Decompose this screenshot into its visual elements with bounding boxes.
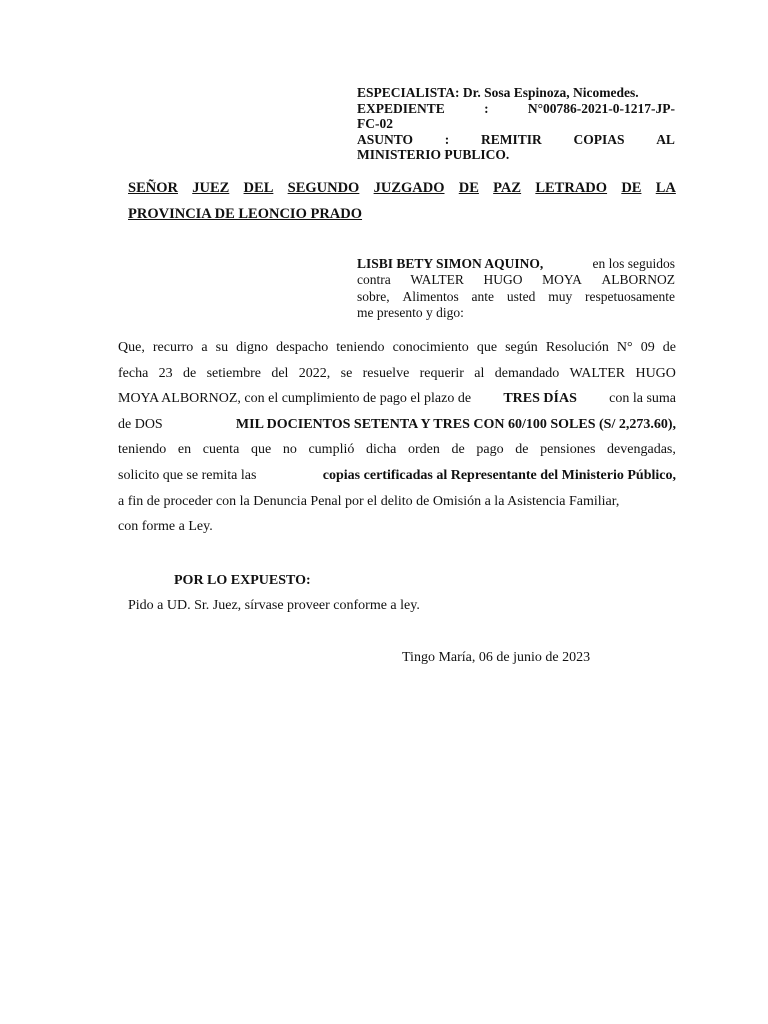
especialista-line	[357, 85, 675, 101]
expediente-value-cont: FC-02	[357, 116, 393, 131]
body-word: cumplió	[308, 442, 355, 458]
body-word: fecha	[118, 365, 149, 381]
body-word: que	[250, 442, 272, 458]
intro-word: contra	[357, 272, 391, 288]
body-word: WALTER	[569, 365, 626, 381]
addressee-line-1	[128, 180, 676, 197]
body-word: digno	[236, 340, 269, 355]
body-word: en	[177, 442, 192, 458]
intro-paragraph	[357, 256, 675, 321]
body-word: 2022,	[298, 365, 331, 381]
body-word: pago	[476, 442, 504, 458]
body-word: de	[515, 442, 529, 458]
place-date: Tingo María, 06 de junio de 2023	[402, 650, 591, 665]
amount-text: MIL DOCIENTOS SETENTA Y TRES CON 60/100 SOLES (S/ 2,273.60),	[235, 416, 676, 432]
intro-word: ALBORNOZ	[601, 272, 675, 288]
body-word: Que,	[118, 340, 145, 355]
expediente-value: N°00786-2021-0-1217-JP-	[527, 100, 675, 116]
addressee-word: LA	[655, 180, 676, 196]
body-word: HUGO	[635, 365, 676, 381]
addressee	[128, 180, 676, 223]
body-word: pensiones	[540, 442, 596, 458]
body-word: teniendo	[118, 442, 167, 458]
body-word: 23	[158, 365, 173, 381]
body-text: con la suma	[609, 391, 676, 407]
intro-word: ante	[471, 288, 495, 304]
body-word: orden	[408, 442, 440, 458]
body-line-7: a fin de proceder con la Denuncia Penal por el delito de Omisión a la Asistencia Familiar,	[118, 493, 620, 509]
body-word: de	[183, 365, 197, 381]
asunto-line-2	[357, 147, 675, 163]
asunto-word: AL	[656, 131, 675, 147]
body-word: N°	[616, 340, 633, 355]
intro-word: MOYA	[542, 272, 582, 288]
addressee-line-2: PROVINCIA DE LEONCIO PRADO	[128, 206, 363, 222]
addressee-word: DE	[458, 180, 479, 196]
asunto-word: REMITIR	[480, 131, 542, 147]
body-line-2	[118, 361, 676, 387]
body-word: según	[505, 340, 538, 355]
addressee-word: SEGUNDO	[287, 180, 360, 196]
document-header	[357, 85, 675, 163]
body-word: requerir	[419, 365, 464, 381]
body-word: Resolución	[545, 340, 609, 355]
addressee-word: LETRADO	[535, 180, 608, 196]
deadline-text: TRES DÍAS	[503, 391, 577, 407]
intro-word: WALTER	[410, 272, 464, 288]
especialista-label: ESPECIALISTA:	[357, 85, 460, 100]
intro-text: en los seguidos	[592, 256, 675, 271]
request-line: Pido a UD. Sr. Juez, sírvase proveer conforme a ley.	[128, 598, 420, 613]
addressee-word: JUEZ	[192, 180, 230, 196]
expediente-label: EXPEDIENTE	[357, 100, 445, 116]
addressee-word: SEÑOR	[128, 180, 178, 196]
expediente-line	[357, 101, 675, 117]
intro-word: sobre,	[357, 288, 390, 304]
body-word: 09	[640, 340, 655, 355]
body-word: devengadas,	[607, 442, 676, 458]
body-line-5	[118, 437, 676, 463]
addressee-word: DE	[621, 180, 642, 196]
body-word: de	[662, 340, 676, 355]
expediente-line-2	[357, 116, 675, 132]
especialista-value: Dr. Sosa Espinoza, Nicomedes.	[462, 85, 639, 100]
body-word: cuenta	[202, 442, 240, 458]
body-word: setiembre	[206, 365, 261, 381]
asunto-colon: :	[444, 131, 450, 147]
body-word: dicha	[366, 442, 397, 458]
asunto-word: COPIAS	[573, 131, 625, 147]
por-lo-expuesto: POR LO EXPUESTO:	[174, 573, 311, 588]
body-text: de DOS	[118, 416, 163, 432]
asunto-value-cont: MINISTERIO PUBLICO.	[357, 147, 510, 162]
body-word: al	[474, 365, 485, 381]
body-line-3	[118, 386, 676, 412]
asunto-label: ASUNTO	[357, 131, 414, 147]
intro-word: muy	[548, 288, 573, 304]
body-word: despacho	[276, 340, 329, 355]
body-word: se	[340, 365, 353, 381]
intro-line-1	[357, 256, 675, 272]
body-line-1	[118, 335, 676, 361]
intro-word: Alimentos	[402, 288, 459, 304]
body-text: solicito que se remita las	[118, 467, 257, 483]
body-word: del	[271, 365, 289, 381]
body-word: no	[282, 442, 297, 458]
body-word: demandado	[494, 365, 560, 381]
request-text: copias certificadas al Representante del Ministerio Público,	[322, 467, 676, 483]
intro-line-2	[357, 272, 675, 288]
body-line-6	[118, 463, 676, 489]
body-word: conocimiento	[392, 340, 469, 355]
intro-word: usted	[506, 288, 536, 304]
body-word: de	[451, 442, 465, 458]
expediente-colon: :	[484, 100, 489, 116]
body-word: teniendo	[336, 340, 385, 355]
intro-line-4: me presento y digo:	[357, 304, 464, 320]
plaintiff-name: LISBI BETY SIMON AQUINO,	[357, 256, 544, 271]
intro-line-3	[357, 289, 675, 305]
body-line-8: con forme a Ley.	[118, 519, 213, 535]
body-text: MOYA ALBORNOZ, con el cumplimiento de pago el plazo de	[118, 391, 472, 407]
body-paragraph	[118, 335, 676, 540]
body-word: a	[201, 340, 208, 355]
intro-word: respetuosamente	[585, 288, 675, 304]
asunto-line	[357, 132, 675, 148]
body-word: que	[476, 340, 498, 355]
intro-word: HUGO	[483, 272, 523, 288]
addressee-word: JUZGADO	[373, 180, 445, 196]
addressee-word: DEL	[243, 180, 274, 196]
addressee-word: PAZ	[493, 180, 522, 196]
body-word: recurro	[152, 340, 194, 355]
body-line-4	[118, 412, 676, 438]
body-word: resuelve	[362, 365, 410, 381]
body-word: su	[215, 340, 229, 355]
